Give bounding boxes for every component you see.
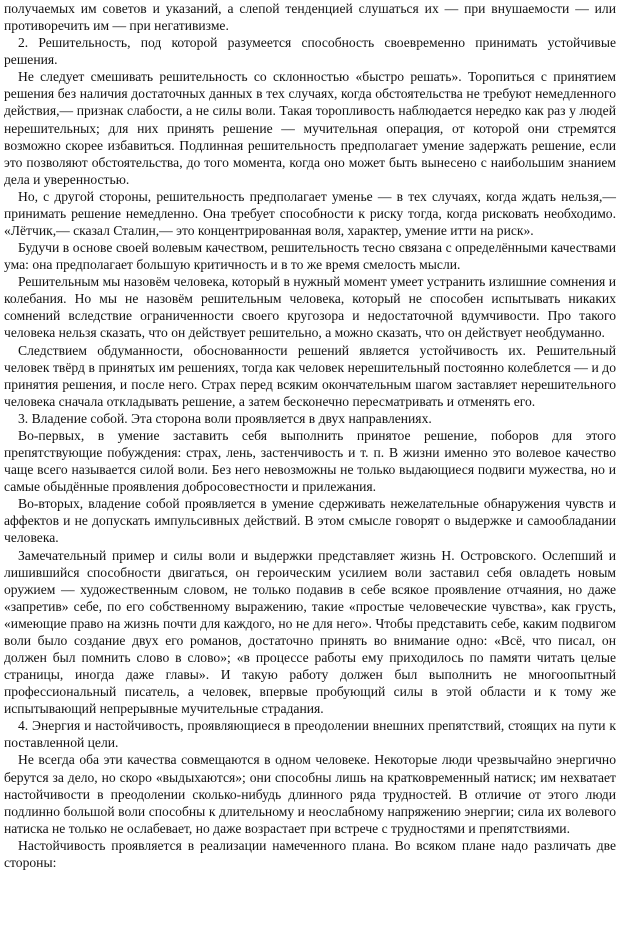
paragraph: Замечательный пример и силы воли и выдержки представляет жизнь Н. Островского. Ослепший и лишившийся способности двигаться, он героическим усилием воли заставил себя овладеть новым оружием — художественным словом, не только подавив в себе всякое проявление отчаяния, но даже «запретив» себе, по его собственному выражению, такие «простые человеческие чувства», как грусть, «имеющие право на жизнь почти для каждого, но не для него». Чтобы представить себе, каким подвигом воли было создание двух его романов, достаточно принять во внимание одно: «Всё, что писал, он должен был помнить слово в слово»; «в процессе работы ему приходилось по памяти читать целые страницы, иногда даже главы». И такую работу должен был выполнить не многоопытный профессиональный писатель, а человек, впервые пробующий силы в этой области и к тому же испытывающий непрерывные мучительные страдания. (4, 547, 616, 717)
paragraph: Настойчивость проявляется в реализации намеченного плана. Во всяком плане надо различать две стороны: (4, 837, 616, 870)
paragraph: Следствием обдуманности, обоснованности решений является устойчивость их. Решительный человек твёрд в принятых им решениях, тогда как человек нерешительный постоянно колеблется — и до принятия решения, и после него. Страх перед всяким окончательным шагом заставляет нерешительного человека сначала откладывать решение, а затем бесконечно пересматривать и отменять его. (4, 342, 616, 409)
paragraph-decisiveness-heading: 2. Решительность, под которой разумеется способность своевременно принимать устойчивые решения. (4, 35, 616, 68)
paragraph: Решительным мы назовём человека, который в нужный момент умеет устранить излишние сомнения и колебания. Но мы не назовём решительным человека, который не способен испытывать никаких сомнений вследствие ограниченности своего кругозора и недостаточной вдумчивости. Про такого человека нельзя сказать, что он действует решительно, а можно сказать, что он действует необдуманно. (4, 274, 616, 341)
paragraph: Не всегда оба эти качества совмещаются в одном человеке. Некоторые люди чрезвычайно энергично берутся за дело, но скоро «выдыхаются»; они способны лишь на кратковременный натиск; им нехватает настойчивости в преодолении сколько-нибудь длинного ряда трудностей. В отличие от этого люди подлинно большой воли способны к длительному и неослабному напряжению энергии; сила их волевого натиска не только не ослабевает, но даже возрастает при встрече с трудностями и препятствиями. (4, 752, 616, 836)
paragraph-self-control-heading: 3. Владение собой. Эта сторона воли проявляется в двух направлениях. (18, 410, 432, 426)
paragraph: Во-вторых, владение собой проявляется в умение сдерживать нежелательные обнаружения чувств и аффектов и не допускать импульсивных действий. В этом смысле говорят о выдержке и самообладании человека. (4, 496, 616, 546)
paragraph: Будучи в основе своей волевым качеством, решительность тесно связана с определёнными качествами ума: она предполагает большую критичность и в то же время смелость мысли. (4, 240, 616, 273)
paragraph: Но, с другой стороны, решительность предполагает уменье — в тех случаях, когда ждать нельзя,— принимать решение немедленно. Она требует способности к риску тогда, когда рисковать необходимо. «Лётчик,— сказал Сталин,— это концентрированная воля, характер, умение итти на риск». (4, 188, 616, 239)
paragraph: Не следует смешивать решительность со склонностью «быстро решать». Торопиться с принятием решения без наличия достаточных данных в тех случаях, когда обстоятельства не требуют немедленного действия,— признак слабости, а не силы воли. Такая торопливость наблюдается нередко как раз у людей нерешительных; для них принять решение — мучительная операция, от которой они стремятся возможно скорее избавиться. Подлинная решительность предполагает умение задержать решение, если это позволяют обстоятельства, до того момента, когда оно может быть вынесено с наибольшим знанием дела и уверенностью. (4, 69, 616, 187)
paragraph-continued: получаемых им советов и указаний, а слепой тенденцией слушаться их — при внушаемости — или противоречить им — при негативизме. (4, 1, 616, 34)
paragraph: Во-первых, в умение заставить себя выполнить принятое решение, поборов для этого препятствующие побуждения: страх, лень, застенчивость и т. п. В жизни именно это волевое качество чаще всего называется силой воли. Без него невозможны не только выдающиеся подвиги мужества, но и самые обыдённые проявления добросовестности и прилежания. (4, 427, 616, 495)
paragraph-energy-heading: 4. Энергия и настойчивость, проявляющиеся в преодолении внешних препятствий, стоящих на пути к поставленной цели. (4, 718, 616, 751)
